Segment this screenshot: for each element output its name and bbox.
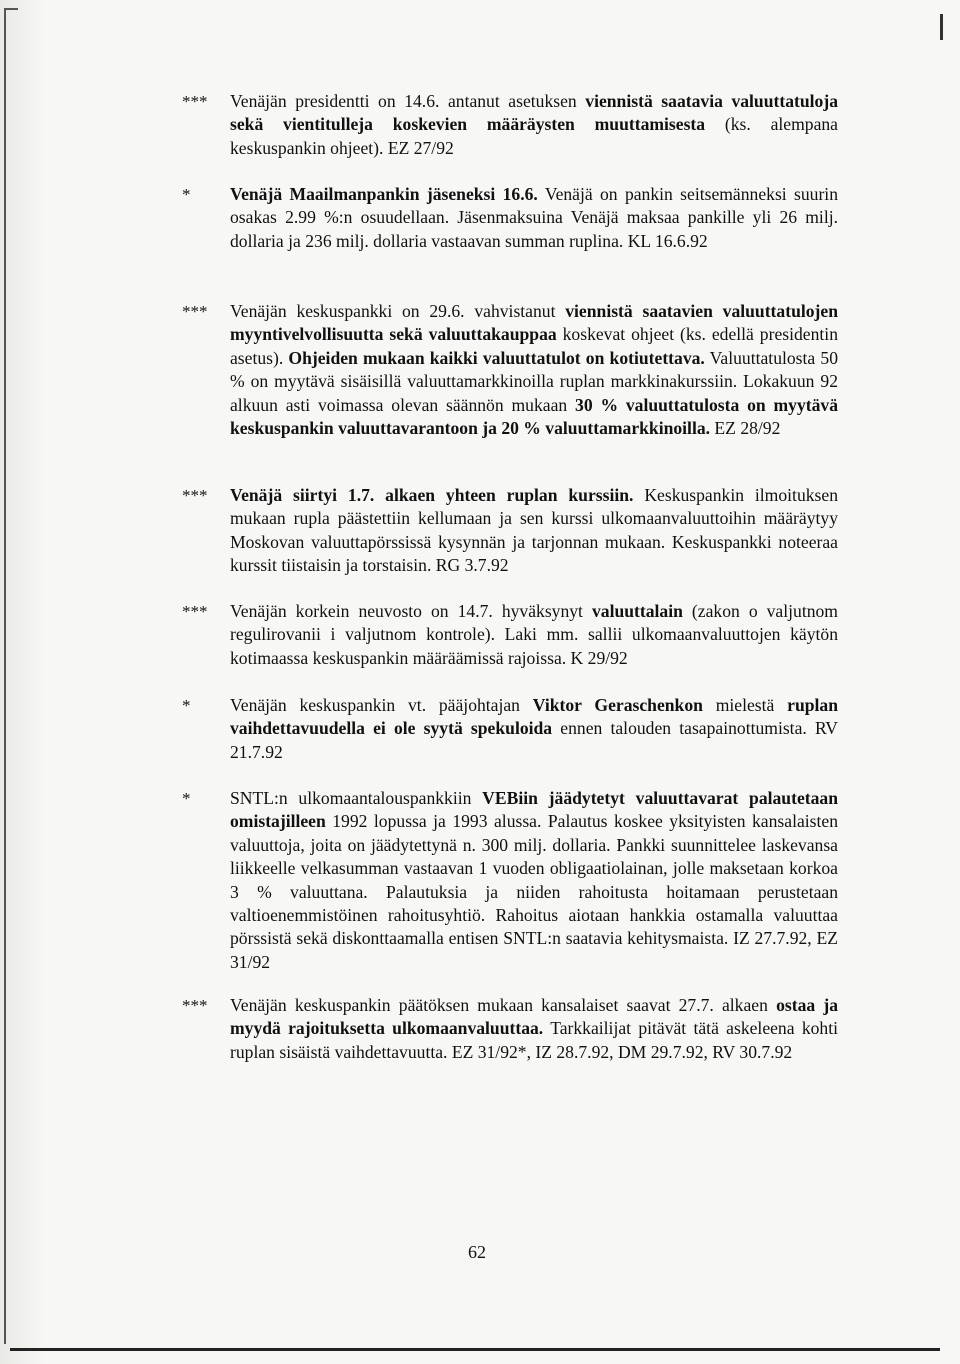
- bold-text-segment: ruplan vaihdettavuudella ei ole syytä spekuloida: [230, 695, 838, 739]
- text-segment: EZ 28/92: [710, 418, 781, 439]
- entry-marker: ***: [182, 486, 208, 505]
- entry-text: [230, 994, 838, 1064]
- bold-text-segment: valuuttalain: [591, 601, 683, 621]
- bold-text-segment: viennistä saatavia valuuttatuloja sekä vientitulleja koskevien määräysten muuttamisesta: [230, 91, 838, 135]
- news-entry: [182, 787, 842, 974]
- text-segment: SNTL:n ulkomaantalouspankkiin: [230, 788, 483, 808]
- news-entry: [182, 90, 842, 160]
- entry-text: [230, 300, 838, 440]
- scan-edge-line: [4, 8, 6, 1344]
- entry-text: [230, 183, 838, 253]
- scan-edge-shadow: [0, 0, 46, 1364]
- news-entry: [182, 994, 842, 1064]
- text-segment: Tarkkailijat pitävät tätä askeleena kohti ruplan sisäistä vaihdettavuutta. EZ 31/92*, IZ 28.7.92, DM 29.7.92, RV 30.7.92: [230, 1018, 838, 1062]
- news-entry: [182, 300, 842, 440]
- bold-text-segment: viennistä saatavien valuuttatulojen myyntivelvollisuutta sekä valuuttakauppaa: [230, 301, 838, 345]
- entry-text: [230, 787, 838, 974]
- text-segment: mielestä: [702, 695, 788, 715]
- entry-marker: *: [182, 696, 191, 715]
- entry-marker: ***: [182, 302, 208, 321]
- text-segment: (zakon o valjutnom regulirovanii i valjutnom kontrole). Laki mm. sallii ulkomaanvaluuttojen käytön kotimaassa keskuspankin määräämissä rajoissa. K 29/92: [230, 601, 838, 668]
- text-segment: Venäjän keskuspankin päätöksen mukaan kansalaiset saavat 27.7. alkaen: [230, 995, 777, 1015]
- text-segment: ennen talouden tasapainottumista. RV 21.7.92: [230, 718, 838, 762]
- bold-text-segment: ostaa ja myydä rajoituksetta ulkomaanvaluuttaa.: [230, 995, 838, 1039]
- text-segment: Keskuspankin ilmoituksen mukaan rupla päästettiin kellumaan ja sen kurssi ulkomaanvaluuttoihin määräytyy Moskovan valuuttapörssissä kysynnän ja tarjonnan mukaan. Keskuspankki noteeraa kurssit tiistaisin ja torstaisin. RG 3.7.92: [230, 485, 838, 576]
- text-segment: Valuuttatulosta 50 % on myytävä sisäisillä valuuttamarkkinoilla ruplan markkinakurssiin. Lokakuun 92 alkuun asti voimassa olevan säännön mukaan: [230, 347, 838, 415]
- news-entry: [182, 694, 842, 764]
- entry-marker: *: [182, 185, 191, 204]
- bold-text-segment: Viktor Geraschenkon: [532, 695, 703, 715]
- text-segment: Venäjän keskuspankin vt. pääjohtajan: [230, 695, 533, 715]
- entry-marker: *: [182, 789, 191, 808]
- entry-marker: ***: [182, 92, 208, 111]
- scan-bottom-edge: [10, 1348, 940, 1351]
- bold-text-segment: 30 % valuuttatulosta on myytävä keskuspankin valuuttavarantoon ja 20 % valuuttamarkkinoilla.: [230, 394, 838, 439]
- text-segment: koskevat ohjeet (ks. edellä presidentin asetus).: [230, 324, 838, 368]
- entry-text: [230, 600, 838, 670]
- text-segment: Venäjän keskuspankki on 29.6. vahvistanut: [230, 301, 566, 321]
- news-entry: [182, 183, 842, 253]
- scan-corner-mark-right: [940, 14, 943, 40]
- text-segment: Venäjän korkein neuvosto on 14.7. hyväksynyt: [230, 601, 592, 621]
- entry-text: [230, 694, 838, 764]
- page-number: 62: [468, 1242, 486, 1262]
- entry-text: [230, 90, 838, 160]
- news-entry: [182, 600, 842, 670]
- entry-marker: ***: [182, 996, 208, 1015]
- entry-text: [230, 484, 838, 578]
- bold-text-segment: Venäjä siirtyi 1.7. alkaen yhteen ruplan kurssiin.: [230, 485, 634, 505]
- bold-text-segment: VEBiin jäädytetyt valuuttavarat palautetaan omistajilleen: [230, 788, 838, 832]
- scan-corner-mark: [4, 8, 18, 10]
- text-segment: (ks. alempana keskuspankin ohjeet). EZ 27/92: [230, 114, 838, 158]
- text-segment: Venäjän presidentti on 14.6. antanut asetuksen: [230, 91, 586, 111]
- text-segment: 1992 lopussa ja 1993 alussa. Palautus koskee yksityisten kansalaisten valuuttoja, joita on jäädytettynä n. 300 milj. dollaria. Pankki suunnittelee laskevansa liikkeelle velkasumman vastaavan 1 vuoden obligaatiolainan, jolle maksetaan korkoa 3 % valuuttana. Palautuksia ja niiden rahoitusta hoitamaan perustetaan valtioenemmistöinen rahoitusyhtiö. Rahoitus aiotaan hankkia ostamalla valuuttaa pörssistä sekä diskonttaamalla entisen SNTL:n saatavia kehitysmaista. IZ 27.7.92, EZ 31/92: [230, 811, 838, 972]
- bold-text-segment: Ohjeiden mukaan kaikki valuuttatulot on kotiutettava.: [288, 347, 705, 368]
- entry-marker: ***: [182, 602, 208, 621]
- bold-text-segment: Venäjä Maailmanpankin jäseneksi 16.6.: [230, 184, 538, 204]
- text-segment: Venäjä on pankin seitsemänneksi suurin osakas 2.99 %:n osuudellaan. Jäsenmaksuina Venäjä maksaa pankille yli 26 milj. dollaria ja 236 milj. dollaria vastaavan summan ruplina. KL 16.6.92: [230, 184, 838, 251]
- news-entry: [182, 484, 842, 578]
